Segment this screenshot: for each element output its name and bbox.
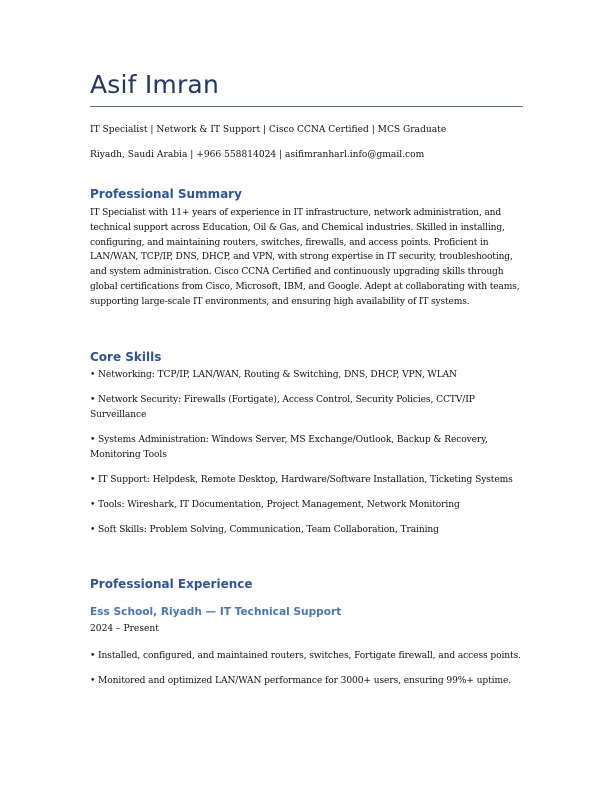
summary-text: IT Specialist with 11+ years of experience in IT infrastructure, network administration, and technical support across Education, Oil & Gas, and Chemical industries. Skilled in installing, configuring, and maintaining routers, switches, firewalls, and access points. Proficient in LAN/WAN, TCP/IP, DNS, DHCP, and VPN, with strong expertise in IT security, troubleshooting, and system administration. Cisco CCNA Certified and continuously upgrading skills through global certifications from Cisco, Microsoft, IBM, and Google. Adept at collaborating with teams, supporting large-scale IT environments, and ensuring high availability of IT systems. bbox=[90, 208, 520, 307]
skills-heading: Core Skills bbox=[90, 350, 162, 364]
contact-info: Riyadh, Saudi Arabia | +966 558814024 | asifimranharl.info@gmail.com bbox=[90, 150, 425, 160]
job-bullets bbox=[90, 649, 523, 699]
skill-item: • Network Security: Firewalls (Fortigate), Access Control, Security Policies, CCTV/IP Surveillance bbox=[90, 395, 475, 420]
skills-list bbox=[90, 368, 523, 548]
experience-heading: Professional Experience bbox=[90, 577, 253, 591]
summary-heading: Professional Summary bbox=[90, 187, 242, 201]
job-title: Ess School, Riyadh — IT Technical Support bbox=[90, 606, 342, 618]
skill-item: • IT Support: Helpdesk, Remote Desktop, Hardware/Software Installation, Ticketing Systems bbox=[90, 474, 513, 485]
header-divider bbox=[90, 106, 523, 107]
skill-item: • Tools: Wireshark, IT Documentation, Project Management, Network Monitoring bbox=[90, 499, 460, 510]
candidate-name: Asif Imran bbox=[90, 70, 219, 99]
skill-item: • Soft Skills: Problem Solving, Communication, Team Collaboration, Training bbox=[90, 525, 439, 536]
skill-item: • Systems Administration: Windows Server, MS Exchange/Outlook, Backup & Recovery, Monitoring Tools bbox=[90, 434, 488, 460]
job-bullet: • Installed, configured, and maintained routers, switches, Fortigate firewall, and access points. bbox=[90, 651, 521, 661]
tagline: IT Specialist | Network & IT Support | Cisco CCNA Certified | MCS Graduate bbox=[90, 125, 447, 135]
job-dates: 2024 – Present bbox=[90, 624, 159, 634]
skill-item: • Networking: TCP/IP, LAN/WAN, Routing & Switching, DNS, DHCP, VPN, WLAN bbox=[90, 370, 457, 380]
job-bullet: • Monitored and optimized LAN/WAN performance for 3000+ users, ensuring 99%+ uptime. bbox=[90, 676, 512, 687]
